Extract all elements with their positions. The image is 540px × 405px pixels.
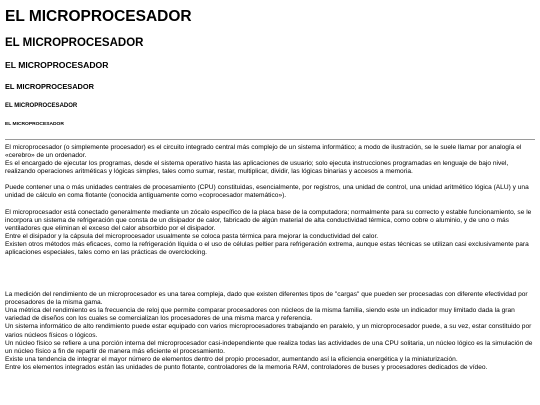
paragraph-line: Un núcleo físico se refiere a una porción interna del microprocesador casi-independiente que realiza todas las actividades de una CPU solitaria, un núcleo lógico es la simulación de un núcleo físico a fin de repartir de manera más eficiente el procesamiento. xyxy=(5,339,533,355)
paragraph-line: Es el encargado de ejecutar los programas, desde el sistema operativo hasta las aplicaciones de usuario; solo ejecuta instrucciones programadas en lenguaje de bajo nivel, realizando operaciones aritméticas y lógicas simples, tales como sumar, restar, multiplicar, dividir, las lógicas binarias y accesos a memoria. xyxy=(5,160,509,176)
paragraph-line: Existen otros métodos más eficaces, como la refrigeración líquida o el uso de células peltier para refrigeración extrema, aunque estas técnicas se utilizan casi exclusivamente para aplicaciones especiales, tales como en las prácticas de overclocking. xyxy=(5,240,529,256)
paragraph-line: Una métrica del rendimiento es la frecuencia de reloj que permite comparar procesadores con núcleos de la misma familia, siendo este un indicador muy limitado dada la gran variedad de diseños con los cuales se comercializan los procesadores de una misma marca y referencia. xyxy=(5,307,515,323)
heading-level-5: EL MICROPROCESADOR xyxy=(5,103,78,110)
paragraph-line: Entre el disipador y la cápsula del microprocesador usualmente se coloca pasta térmica para mejorar la conductividad del calor. xyxy=(5,232,379,240)
heading-level-6: EL MICROPROCESADOR xyxy=(5,122,64,128)
paragraph-cpu-units xyxy=(5,184,535,200)
heading-level-2: EL MICROPROCESADOR xyxy=(5,36,144,49)
heading-level-3: EL MICROPROCESADOR xyxy=(5,60,109,71)
paragraph-line: Entre los elementos integrados están las unidades de punto flotante, controladores de la memoria RAM, controladores de buses y procesadores dedicados de vídeo. xyxy=(5,363,488,371)
paragraph-line: Puede contener una o más unidades centrales de procesamiento (CPU) constituidas, esencialmente, por registros, una unidad de control, una unidad aritmético lógica (ALU) y una unidad de cálculo en coma flotante (conocida antiguamente como «coprocesador matemático»). xyxy=(5,184,529,200)
paragraph-line: El microprocesador (o simplemente procesador) es el circuito integrado central más complejo de un sistema informático; a modo de ilustración, se le suele llamar por analogía el «cerebro» de un ordenador. xyxy=(5,143,522,160)
paragraph-cooling xyxy=(5,209,535,258)
paragraph-intro xyxy=(5,144,535,176)
paragraph-line: El microprocesador está conectado generalmente mediante un zócalo específico de la placa base de la computadora; normalmente para su correcto y estable funcionamiento, se le incorpora un sistema de refrigeración que consta de un disipador de calor, fabricado de algún material de alta conductividad térmica, como cobre o aluminio, y de uno o más ventiladores que eliminan el exceso del calor absorbido por el disipador. xyxy=(5,208,532,232)
paragraph-line: Un sistema informático de alto rendimiento puede estar equipado con varios microprocesadores trabajando en paralelo, y un microprocesador puede, a su vez, estar constituido por varios núcleos físicos o lógicos. xyxy=(5,323,532,339)
horizontal-divider xyxy=(5,139,535,140)
paragraph-line: La medición del rendimiento de un microprocesador es una tarea compleja, dado que existen diferentes tipos de "cargas" que pueden ser procesadas con diferente efectividad por procesadores de la misma gama. xyxy=(5,291,528,307)
heading-level-4: EL MICROPROCESADOR xyxy=(5,81,94,91)
paragraph-line: Existe una tendencia de integrar el mayor número de elementos dentro del propio procesador, aumentando así la eficiencia energética y la miniaturización. xyxy=(5,355,458,363)
heading-level-1: EL MICROPROCESADOR xyxy=(5,8,192,25)
paragraph-performance xyxy=(5,291,535,372)
